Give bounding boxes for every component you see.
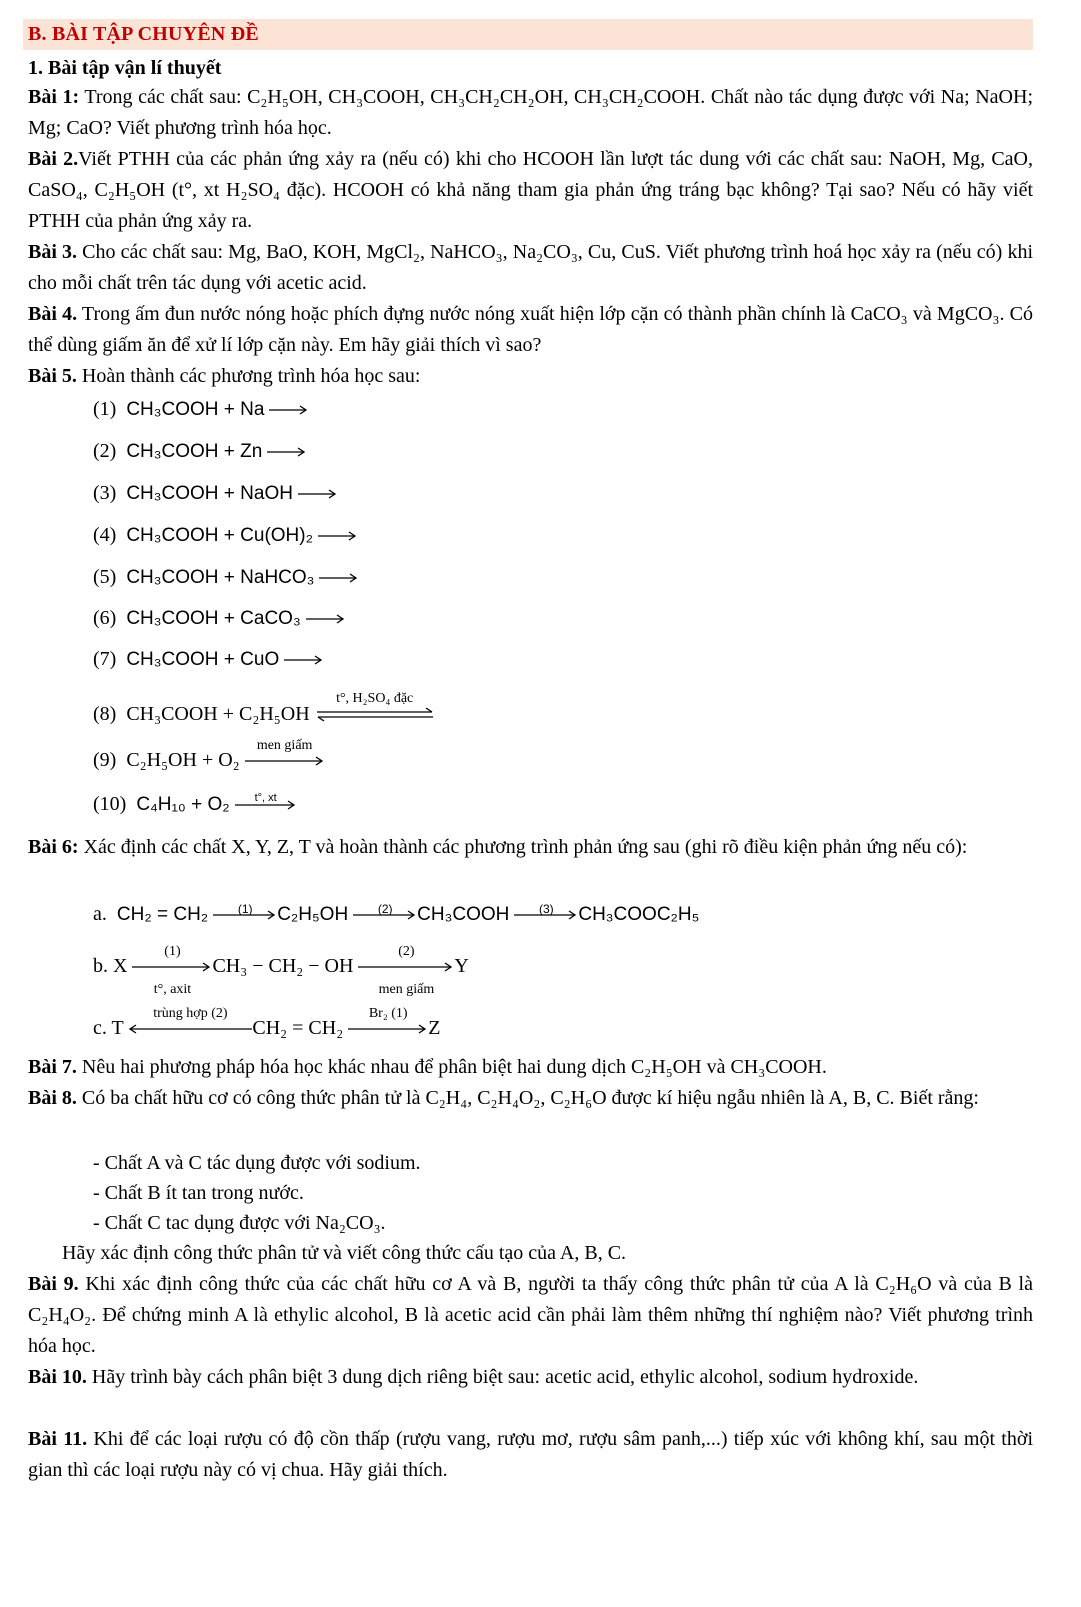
subheading: 1. Bài tập vận lí thuyết (28, 57, 222, 79)
equation-number: (2) (93, 440, 117, 462)
exercise-label: Bài 2. (28, 148, 79, 170)
exercise-9 (28, 1269, 1033, 1362)
step-label: trùng hợp (2) (153, 1006, 228, 1022)
exercise-text: Xác định các chất X, Y, Z, T và hoàn thành các phương trình phản ứng sau (ghi rõ điều kiện phản ứng nếu có): (78, 836, 968, 858)
chain-species: CH₂ = CH₂ (116, 904, 209, 925)
reaction-arrow (514, 902, 578, 922)
chain-c (93, 1006, 441, 1042)
step-label: (1) (237, 902, 253, 917)
chain-species: C₂H₅OH (277, 904, 349, 925)
chain-species: CH₃ − CH₂ − OH (212, 955, 354, 977)
exercise-text: Trong ấm đun nước nóng hoặc phích đựng nước nóng xuất hiện lớp cặn có thành phần chính là CaCO₃ và MgCO₃. Có thể dùng giấm ăn để xử lí lớp cặn này. Em hãy giải thích vì sao? (28, 303, 1033, 356)
equation-4 (93, 521, 358, 550)
reversible-arrow (315, 691, 435, 723)
exercise-1 (28, 82, 1033, 144)
equation-reactants: CH₃COOH + CuO (126, 649, 280, 670)
exercise-label: Bài 7. (28, 1056, 77, 1078)
step-label: (2) (377, 902, 393, 917)
chain-prefix: a. (93, 903, 107, 925)
exercise-label: Bài 6: (28, 836, 79, 858)
exercise-10 (28, 1362, 1033, 1393)
reaction-arrow (267, 445, 307, 459)
reaction-arrow (298, 487, 338, 501)
equation-reactants: CH₃COOH + NaHCO₃ (126, 567, 315, 588)
chain-prefix: c. (93, 1017, 107, 1039)
equation-number: (3) (93, 482, 117, 504)
equation-3 (93, 479, 338, 508)
chain-species: CH₃COOH (417, 904, 510, 925)
equation-10 (93, 790, 297, 819)
step-label: (1) (164, 944, 181, 960)
equation-number: (8) (93, 703, 117, 725)
exercise-5 (28, 361, 1033, 392)
exercise-8-task: Hãy xác định công thức phân tử và viết công thức cấu tạo của A, B, C. (62, 1242, 627, 1264)
equation-number: (1) (93, 398, 117, 420)
chain-species: Z (428, 1017, 441, 1039)
section-title: B. BÀI TẬP CHUYÊN ĐỀ (28, 23, 259, 45)
exercise-text: Hoàn thành các phương trình hóa học sau: (76, 365, 421, 387)
exercise-label: Bài 5. (28, 365, 77, 387)
equation-reactants: C₄H₁₀ + O₂ (136, 794, 230, 815)
step-label: (2) (398, 944, 415, 960)
reaction-arrow (348, 1006, 428, 1036)
reaction-condition: men giấm (378, 982, 435, 998)
exercise-label: Bài 4. (28, 303, 78, 325)
step-label: (3) (539, 902, 554, 917)
exercise-text: Cho các chất sau: Mg, BaO, KOH, MgCl₂, NaHCO₃, Na₂CO₃, Cu, CuS. Viết phương trình hoá học xảy ra (nếu có) khi cho mỗi chất trên tác dụng với acetic acid. (28, 241, 1033, 294)
chain-species: T (111, 1017, 124, 1039)
reaction-condition: t°, xt (254, 792, 277, 805)
reaction-condition: t°, axit (153, 982, 192, 998)
exercise-label: Bài 1: (28, 86, 80, 108)
reaction-arrow (245, 738, 325, 768)
exercise-text: Nêu hai phương pháp hóa học khác nhau để phân biệt hai dung dịch C₂H₅OH và CH₃COOH. (76, 1056, 827, 1078)
exercise-11 (28, 1424, 1033, 1486)
reaction-condition: t°, H₂SO₄ đặc (336, 691, 414, 707)
exercise-text: Có ba chất hữu cơ có công thức phân tử là C₂H₄, C₂H₄O₂, C₂H₆O được kí hiệu ngẫu nhiên là A, B, C. Biết rằng: (76, 1087, 979, 1109)
chain-b (93, 944, 469, 998)
equation-number: (7) (93, 648, 117, 670)
condition-item: - Chất B ít tan trong nước. (93, 1182, 304, 1204)
exercise-text: Viết PTHH của các phản ứng xảy ra (nếu có) khi cho HCOOH lần lượt tác dung với các chất sau: NaOH, Mg, CaO, CaSO₄, C₂H₅OH (t°, xt H₂SO₄ đặc). HCOOH có khả năng tham gia phản ứng tráng bạc không? Tại sao? Nếu có hãy viết PTHH của phản ứng xảy ra. (28, 148, 1034, 232)
exercise-label: Bài 8. (28, 1087, 77, 1109)
equation-number: (10) (93, 793, 127, 815)
reaction-arrow (358, 944, 454, 998)
exercise-4 (28, 299, 1033, 361)
exercise-label: Bài 3. (28, 241, 78, 263)
equation-reactants: CH₃COOH + C₂H₅OH (126, 703, 310, 725)
equation-5 (93, 563, 359, 592)
exercise-label: Bài 11. (28, 1428, 88, 1450)
chain-species: CH₂ = CH₂ (252, 1017, 344, 1039)
chain-species: Y (454, 955, 469, 977)
chain-species: CH₃COOC₂H₅ (578, 904, 700, 925)
equation-7 (93, 645, 324, 674)
equation-reactants: C₂H₅OH + O₂ (126, 749, 240, 771)
equation-1 (93, 395, 309, 424)
exercise-2 (28, 144, 1033, 237)
reaction-condition: men giấm (256, 738, 313, 754)
exercise-6 (28, 832, 1033, 863)
reaction-arrow-left (128, 1006, 252, 1036)
exercise-3 (28, 237, 1033, 299)
reaction-arrow (284, 653, 324, 667)
condition-item: - Chất A và C tác dụng được với sodium. (93, 1152, 421, 1174)
exercise-label: Bài 9. (28, 1273, 79, 1295)
exercise-text: Khi để các loại rượu có độ cồn thấp (rượu vang, rượu mơ, rượu sâm panh,...) tiếp xúc với không khí, sau một thời gian thì các loại rượu này có vị chua. Hãy giải thích. (28, 1428, 1033, 1481)
reaction-arrow (318, 529, 358, 543)
reaction-arrow (213, 902, 277, 922)
equation-reactants: CH₃COOH + NaOH (126, 483, 293, 504)
equation-reactants: CH₃COOH + Cu(OH)₂ (126, 525, 313, 546)
reaction-arrow (306, 612, 346, 626)
exercise-7 (28, 1052, 1033, 1083)
exercise-text: Trong các chất sau: C₂H₅OH, CH₃COOH, CH₃CH₂CH₂OH, CH₃CH₂COOH. Chất nào tác dụng được với Na; NaOH; Mg; CaO? Viết phương trình hóa học. (28, 86, 1034, 139)
equation-8 (93, 691, 435, 728)
equation-9 (93, 738, 325, 774)
equation-number: (5) (93, 566, 117, 588)
reaction-arrow (269, 403, 309, 417)
equation-number: (6) (93, 607, 117, 629)
condition-item: - Chất C tac dụng được với Na₂CO₃. (93, 1212, 386, 1234)
exercise-text: Khi xác định công thức của các chất hữu cơ A và B, người ta thấy công thức phân tử của A là C₂H₆O và của B là C₂H₄O₂. Để chứng minh A là ethylic alcohol, B là acetic acid cần phải làm thêm những thí nghiệm nào? Viết phương trình hóa học. (28, 1273, 1033, 1357)
reaction-arrow (235, 792, 297, 812)
equation-6 (93, 604, 346, 633)
equation-number: (4) (93, 524, 117, 546)
equation-reactants: CH₃COOH + CaCO₃ (126, 608, 301, 629)
reaction-arrow (353, 902, 417, 922)
equation-number: (9) (93, 749, 117, 771)
chain-species: X (113, 955, 128, 977)
equation-reactants: CH₃COOH + Na (126, 399, 265, 420)
chain-a (93, 900, 699, 929)
exercise-label: Bài 10. (28, 1366, 87, 1388)
chain-prefix: b. (93, 955, 108, 977)
reaction-arrow (132, 944, 212, 998)
step-label: Br₂ (1) (368, 1006, 408, 1022)
equation-2 (93, 437, 307, 466)
exercise-text: Hãy trình bày cách phân biệt 3 dung dịch riêng biệt sau: acetic acid, ethylic alcohol, sodium hydroxide. (86, 1366, 919, 1388)
exercise-8 (28, 1083, 1033, 1114)
equation-reactants: CH₃COOH + Zn (126, 441, 263, 462)
reaction-arrow (319, 571, 359, 585)
